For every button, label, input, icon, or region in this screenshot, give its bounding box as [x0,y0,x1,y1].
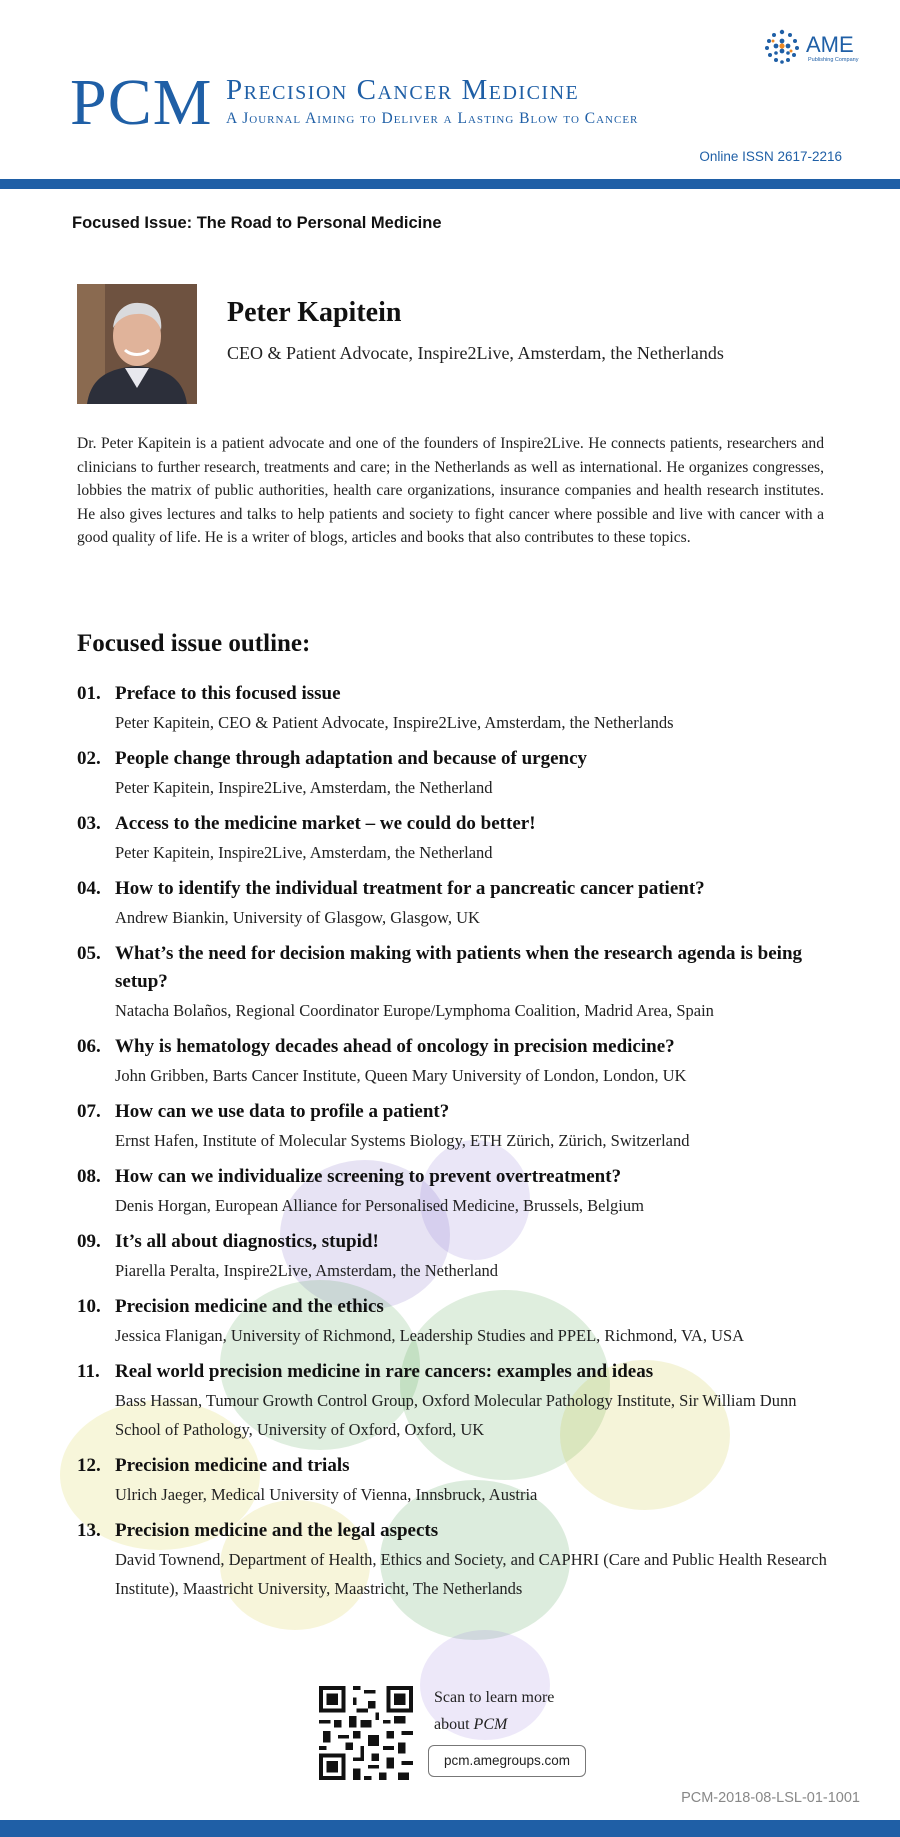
outline-item-author: Natacha Bolaños, Regional Coordinator Europe/Lymphoma Coalition, Madrid Area, Spain [115,1001,714,1020]
outline-item [77,1452,837,1509]
outline-item [77,1163,837,1220]
outline-title: Focused issue outline: [77,630,311,657]
outline-item-number: 10. [77,1296,101,1317]
outline-item-author: Ulrich Jaeger, Medical University of Vienna, Innsbruck, Austria [115,1485,538,1504]
outline-item-title: How can we individualize screening to prevent overtreatment? [115,1166,622,1187]
outline-item [77,1293,837,1350]
outline-item-body [115,1452,837,1509]
outline-item-title: Real world precision medicine in rare cancers: examples and ideas [115,1361,654,1382]
outline-item-number: 11. [77,1361,100,1382]
focused-issue-heading: Focused Issue: The Road to Personal Medicine [72,214,442,232]
outline-item-number: 06. [77,1036,101,1057]
outline-item-body [115,1163,837,1220]
header-divider-bar [0,179,900,189]
outline-item-title: It’s all about diagnostics, stupid! [115,1231,379,1252]
outline-item-title: Why is hematology decades ahead of oncology in precision medicine? [115,1036,675,1057]
outline-item [77,745,837,802]
document-code: PCM-2018-08-LSL-01-1001 [681,1790,860,1806]
outline-item-author: Ernst Hafen, Institute of Molecular Systems Biology, ETH Zürich, Zürich, Switzerland [115,1131,690,1150]
scan-prompt: Scan to learn more [434,1689,555,1706]
issn: Online ISSN 2617-2216 [699,149,842,164]
outline-item-author: Denis Horgan, European Alliance for Personalised Medicine, Brussels, Belgium [115,1196,644,1215]
publisher-logo [762,28,862,66]
outline-item-body [115,680,837,737]
outline-item-number: 12. [77,1455,101,1476]
outline-item [77,1098,837,1155]
scan-prompt-journal [434,1716,507,1734]
outline-item-title: People change through adaptation and because of urgency [115,748,588,769]
outline-item-body [115,745,837,802]
outline-item-author: Bass Hassan, Tumour Growth Control Group, Oxford Molecular Pathology Institute, Sir William Dunn School of Pathology, University of Oxford, Oxford, UK [115,1391,797,1439]
outline-item-body [115,1228,837,1285]
outline-item-author: Jessica Flanigan, University of Richmond, Leadership Studies and PPEL, Richmond, VA, USA [115,1326,745,1345]
outline-item-author: David Townend, Department of Health, Ethics and Society, and CAPHRI (Care and Public Health Research Institute), Maastricht University, Maastricht, The Netherlands [115,1550,827,1598]
outline-item-title: How to identify the individual treatment for a pancreatic cancer patient? [115,878,705,899]
outline-item-author: Andrew Biankin, University of Glasgow, Glasgow, UK [115,908,480,927]
outline-item [77,875,837,932]
outline-item-number: 09. [77,1231,101,1252]
outline-item-number: 01. [77,683,101,704]
outline-item-body [115,940,837,1025]
outline-item [77,1228,837,1285]
person-photo [77,284,197,404]
outline-item-number: 04. [77,878,101,899]
outline-item-body [115,1098,837,1155]
outline-item-number: 13. [77,1520,101,1541]
outline-item-body [115,1033,837,1090]
outline-item-number: 02. [77,748,101,769]
journal-logo: PCM [70,66,213,139]
outline-item-author: Peter Kapitein, Inspire2Live, Amsterdam, the Netherland [115,843,493,862]
scan-prompt-journal-name: PCM [473,1716,508,1733]
outline-item-number: 07. [77,1101,101,1122]
outline-item [77,680,837,737]
outline-item-author: John Gribben, Barts Cancer Institute, Queen Mary University of London, London, UK [115,1066,687,1085]
outline-item-title: Access to the medicine market – we could do better! [115,813,536,834]
outline-item [77,1033,837,1090]
publisher-name: AME [806,32,854,57]
journal-tagline: A Journal Aiming to Deliver a Lasting Blow to Cancer [226,110,639,127]
outline-item [77,1358,837,1444]
outline-item-title: Preface to this focused issue [115,683,341,704]
outline-item-title: Precision medicine and the legal aspects [115,1520,439,1541]
outline-item-number: 03. [77,813,101,834]
outline-item [77,810,837,867]
outline-item-author: Peter Kapitein, CEO & Patient Advocate, Inspire2Live, Amsterdam, the Netherlands [115,713,674,732]
outline-list [77,680,837,1611]
outline-item-body [115,875,837,932]
person-bio: Dr. Peter Kapitein is a patient advocate and one of the founders of Inspire2Live. He connects patients, researchers and clinicians to further research, treatments and care; in the Netherlands as well as international. He organizes congresses, lobbies the matrix of public authorities, health care organizations, insurance companies and health research institutes. He also gives lectures and talks to help patients and society to fight cancer where possible and live with cancer with a good quality of life. He is a writer of blogs, articles and books that also contributes to these topics. [77,435,824,547]
outline-item-title: Precision medicine and the ethics [115,1296,384,1317]
scan-prompt-prefix: about [434,1716,474,1733]
outline-item-body [115,810,837,867]
outline-item-body [115,1517,837,1603]
ame-dots-icon [762,28,802,64]
outline-item-title: How can we use data to profile a patient? [115,1101,450,1122]
outline-item-author: Piarella Peralta, Inspire2Live, Amsterdam, the Netherland [115,1261,499,1280]
outline-item-title: What’s the need for decision making with patients when the research agenda is being setup? [115,943,803,992]
outline-item [77,1517,837,1603]
outline-item [77,940,837,1025]
outline-item-number: 05. [77,943,101,964]
outline-item-title: Precision medicine and trials [115,1455,350,1476]
journal-title: Precision Cancer Medicine [226,74,580,106]
outline-item-author: Peter Kapitein, Inspire2Live, Amsterdam, the Netherland [115,778,493,797]
footer-bar [0,1820,900,1837]
publisher-subtitle: Publishing Company [808,57,859,63]
person-role: CEO & Patient Advocate, Inspire2Live, Amsterdam, the Netherlands [227,343,724,363]
journal-url-link[interactable]: pcm.amegroups.com [428,1745,586,1777]
outline-item-number: 08. [77,1166,101,1187]
person-name: Peter Kapitein [227,297,402,328]
qr-code [319,1686,413,1780]
outline-item-body [115,1358,837,1444]
outline-item-body [115,1293,837,1350]
